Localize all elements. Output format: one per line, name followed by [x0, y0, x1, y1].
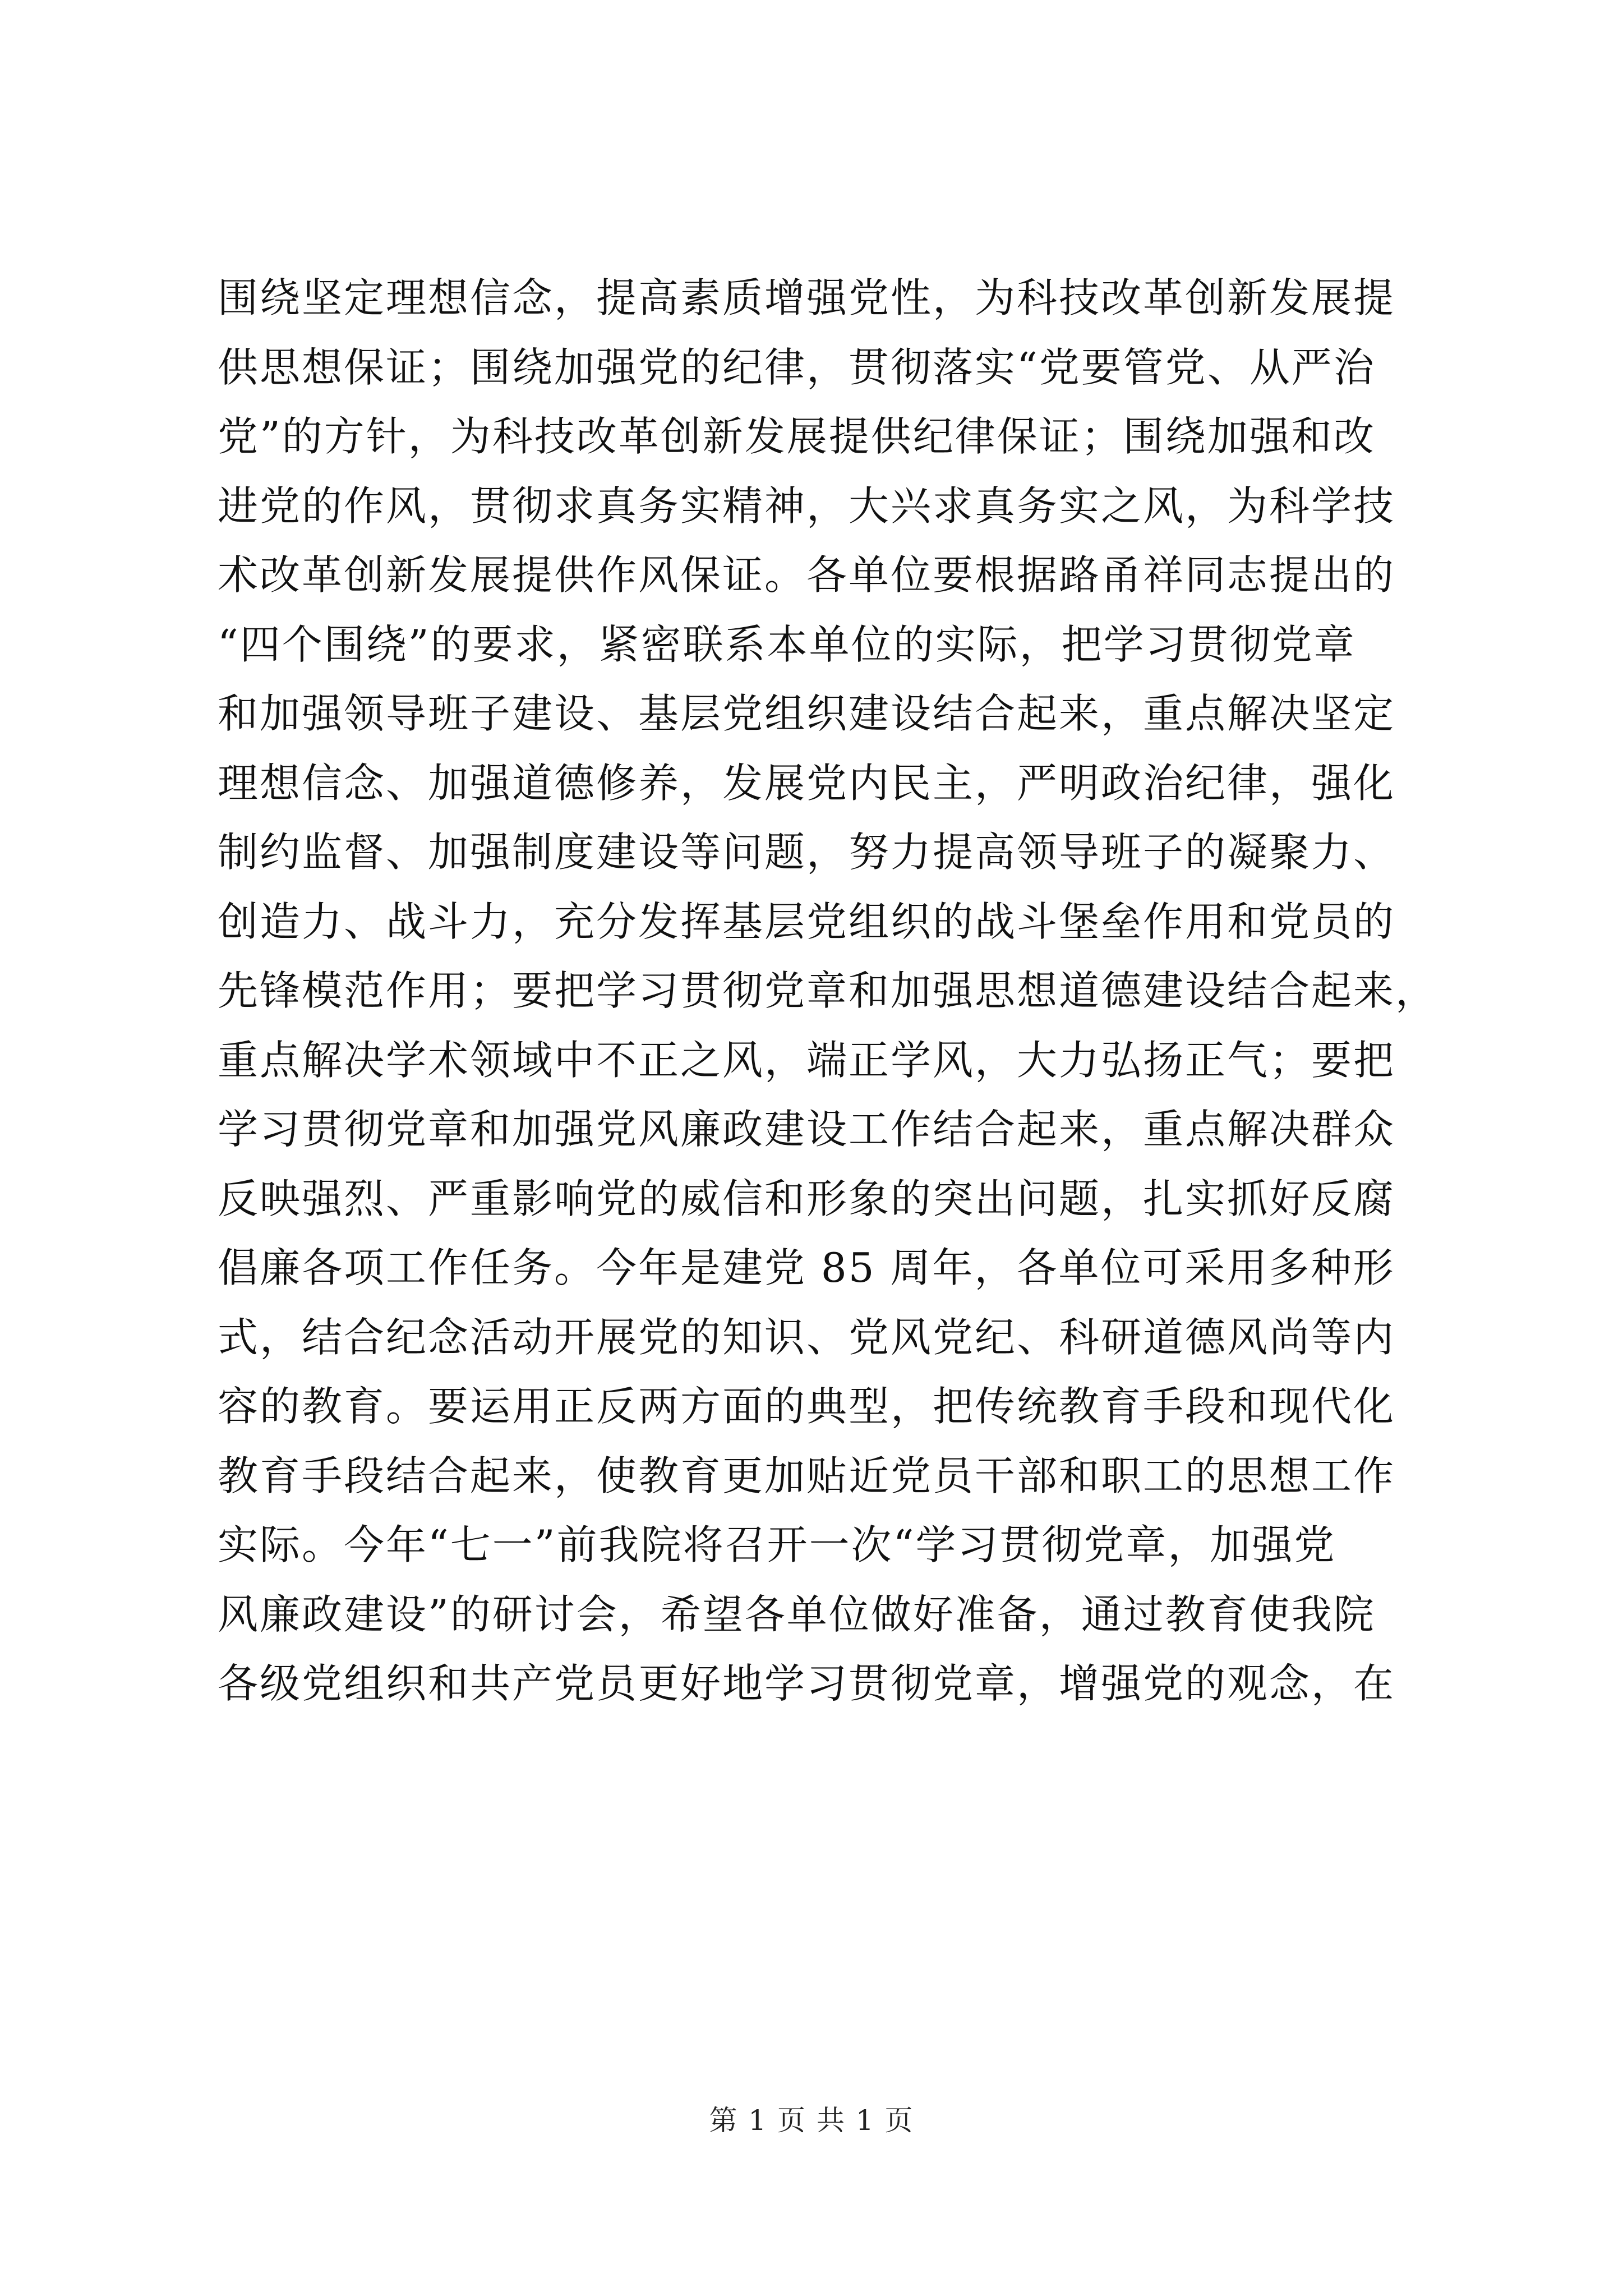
text-line: 各级党组织和共产党员更好地学习贯彻党章，增强党的观念，在: [218, 1660, 1396, 1707]
text-line: 围绕坚定理想信念，提高素质增强党性，为科技改革创新发展提: [218, 274, 1396, 321]
text-line: 创造力、战斗力，充分发挥基层党组织的战斗堡垒作用和党员的: [218, 898, 1396, 945]
text-line: 反映强烈、严重影响党的威信和形象的突出问题，扎实抓好反腐: [218, 1175, 1396, 1222]
text-line: 学习贯彻党章和加强党风廉政建设工作结合起来，重点解决群众: [218, 1106, 1396, 1153]
text-line: 制约监督、加强制度建设等问题，努力提高领导班子的凝聚力、: [218, 829, 1396, 876]
text-line: 容的教育。要运用正反两方面的典型，把传统教育手段和现代化: [218, 1383, 1396, 1430]
text-line: 和加强领导班子建设、基层党组织建设结合起来，重点解决坚定: [218, 690, 1396, 737]
text-line: 供思想保证；围绕加强党的纪律，贯彻落实“党要管党、从严治: [218, 343, 1376, 391]
text-line: 先锋模范作用；要把学习贯彻党章和加强思想道德建设结合起来，: [218, 967, 1437, 1014]
body-text: [218, 264, 1437, 1719]
text-line: 理想信念、加强道德修养，发展党内民主，严明政治纪律，强化: [218, 759, 1396, 807]
text-line: 重点解决学术领域中不正之风，端正学风，大力弘扬正气；要把: [218, 1036, 1396, 1084]
text-line: 进党的作风，贯彻求真务实精神，大兴求真务实之风，为科学技: [218, 482, 1396, 530]
text-line: 实际。今年“七一”前我院将召开一次“学习贯彻党章，加强党: [218, 1521, 1336, 1568]
text-line: “四个围绕”的要求，紧密联系本单位的实际，把学习贯彻党章: [218, 620, 1356, 668]
text-line: 教育手段结合起来，使教育更加贴近党员干部和职工的思想工作: [218, 1452, 1396, 1499]
text-line: 倡廉各项工作任务。今年是建党 85 周年，各单位可采用多种形: [218, 1244, 1395, 1291]
text-line: 党”的方针，为科技改革创新发展提供纪律保证；围绕加强和改: [218, 413, 1376, 460]
text-line: 术改革创新发展提供作风保证。各单位要根据路甬祥同志提出的: [218, 551, 1396, 599]
text-line: 风廉政建设”的研讨会，希望各单位做好准备，通过教育使我院: [218, 1590, 1376, 1638]
page-number-footer: 第 1 页 共 1 页: [709, 2104, 914, 2137]
text-line: 式，结合纪念活动开展党的知识、党风党纪、科研道德风尚等内: [218, 1313, 1396, 1361]
